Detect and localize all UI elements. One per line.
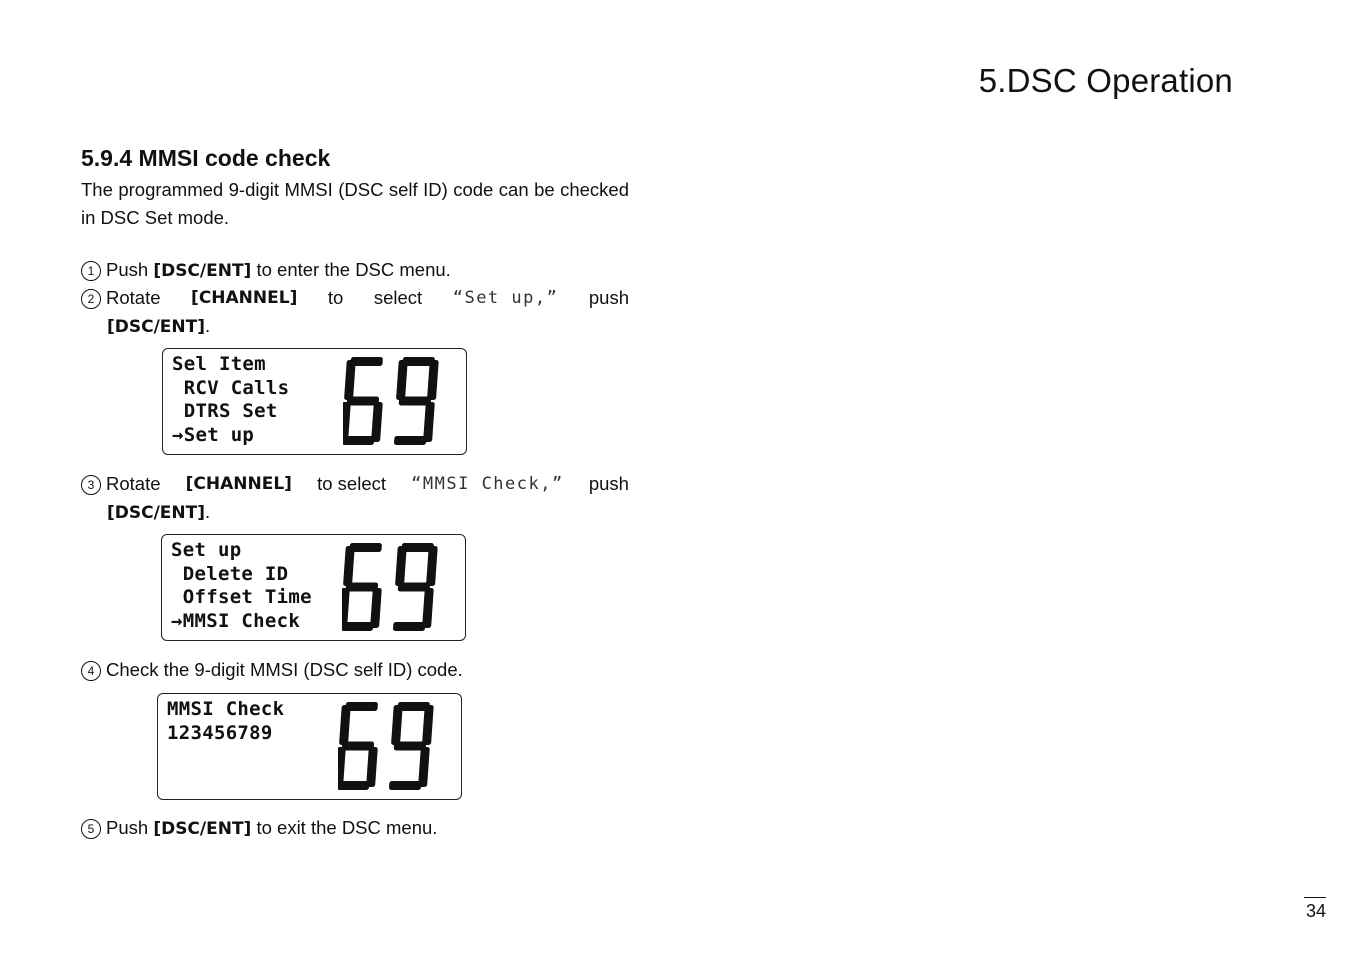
channel-number-display (338, 702, 438, 792)
step-3: 3 Rotate [CHANNEL] to select “MMSI Check,” push [DSC/ENT]. (81, 470, 629, 527)
digit-6-segment-c (371, 402, 383, 442)
digit-6-segment-d (338, 781, 369, 790)
digit-9-segment-f (391, 705, 403, 745)
digit-6-segment-f (344, 360, 356, 400)
digit-9-segment-c (422, 588, 434, 628)
key-label: [CHANNEL] (191, 288, 298, 308)
chapter-title: 5.DSC Operation (978, 62, 1233, 99)
digit-9-segment-c (423, 402, 435, 442)
digit-9-segment-g (399, 397, 432, 406)
digit-9-segment-f (396, 360, 408, 400)
digit-9-segment-c (418, 747, 430, 787)
lcd-menu-item: “MMSI Check,” (411, 474, 564, 494)
digit-9-segment-d (394, 436, 427, 445)
key-label: [DSC/ENT] (153, 819, 252, 839)
section-title: 5.9.4 MMSI code check (81, 145, 331, 171)
step-number: 4 (81, 661, 101, 681)
channel-number-display (343, 357, 443, 447)
digit-9-segment-d (389, 781, 422, 790)
lcd-menu-item: “Set up,” (452, 288, 559, 308)
step-4: 4 Check the 9-digit MMSI (DSC self ID) code. (81, 656, 629, 684)
step-2: 2 Rotate [CHANNEL] to select “Set up,” push [DSC/ENT]. (81, 284, 629, 341)
lcd-text-lines: Set up Delete ID Offset Time →MMSI Check (171, 539, 312, 632)
digit-6-segment-d (342, 622, 373, 631)
step-1: 1 Push [DSC/ENT] to enter the DSC menu. (81, 256, 629, 285)
key-label: [DSC/ENT] (153, 261, 252, 281)
lcd-screen (162, 348, 467, 455)
key-label: [CHANNEL] (185, 474, 292, 494)
step-number: 3 (81, 475, 101, 495)
digit-9-segment-g (398, 583, 431, 592)
step-number: 2 (81, 289, 101, 309)
intro-paragraph: The programmed 9-digit MMSI (DSC self ID) code can be checked in DSC Set mode. (81, 179, 629, 228)
digit-6-segment-c (370, 588, 382, 628)
lcd-text-lines: Sel Item RCV Calls DTRS Set →Set up (172, 353, 290, 446)
digit-9-segment-g (394, 742, 427, 751)
digit-6-segment-f (339, 705, 351, 745)
digit-6-segment-f (343, 546, 355, 586)
digit-9-segment-f (395, 546, 407, 586)
key-label: [DSC/ENT] (107, 317, 206, 337)
digit-6-segment-c (366, 747, 378, 787)
lcd-screen (161, 534, 466, 641)
step-number: 1 (81, 261, 101, 281)
digit-6-segment-d (343, 436, 374, 445)
channel-number-display (342, 543, 442, 633)
lcd-screen (157, 693, 462, 800)
page-number: 34 (1304, 897, 1326, 922)
key-label: [DSC/ENT] (107, 503, 206, 523)
step-5: 5 Push [DSC/ENT] to exit the DSC menu. (81, 814, 629, 843)
lcd-text-lines: MMSI Check 123456789 (167, 698, 285, 744)
digit-9-segment-d (393, 622, 426, 631)
step-number: 5 (81, 819, 101, 839)
